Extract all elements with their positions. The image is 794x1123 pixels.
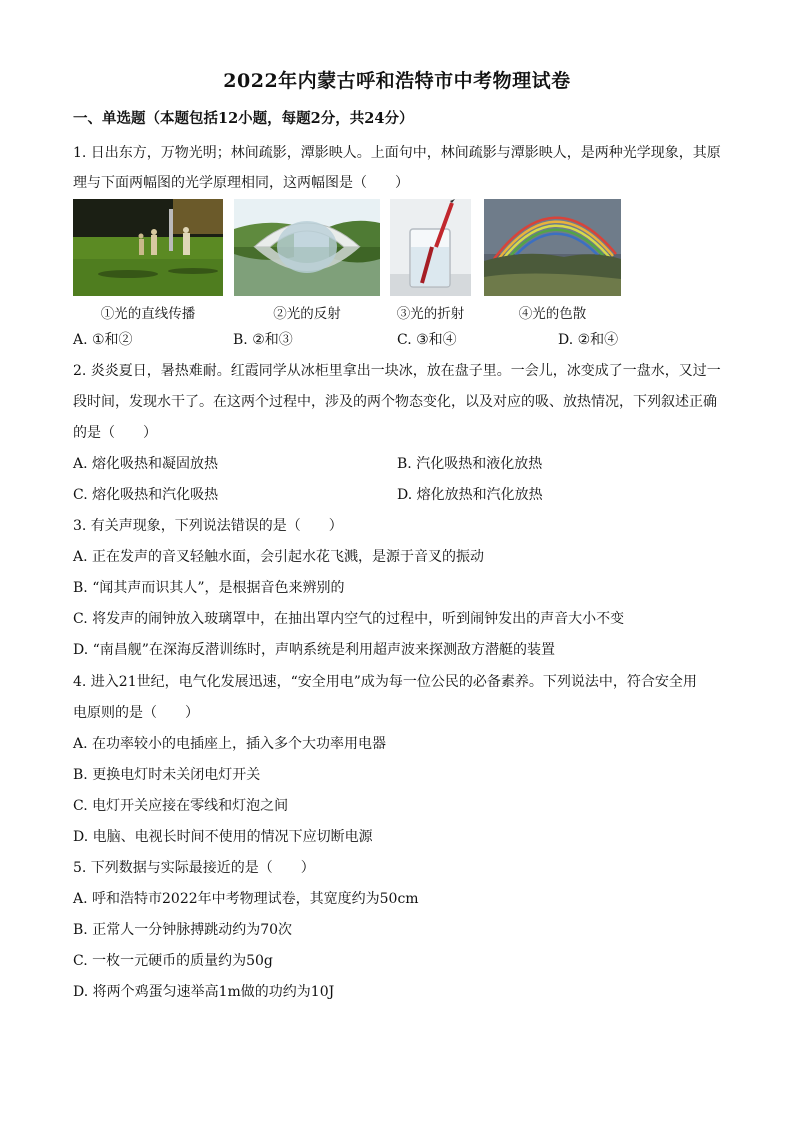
photo-shadows-on-field (73, 199, 223, 296)
photo-rainbow (484, 199, 621, 296)
q1-option-a[interactable]: A. ①和② (73, 332, 133, 348)
q1-option-b[interactable]: B. ②和③ (233, 332, 293, 348)
q4-option-b[interactable]: B. 更换电灯时未关闭电灯开关 (73, 767, 261, 783)
photo-bridge-reflection (234, 199, 380, 296)
caption-1: ①光的直线传播 (100, 306, 196, 322)
caption-3: ③光的折射 (396, 306, 465, 322)
page-title: 2022年内蒙古呼和浩特市中考物理试卷 (223, 70, 571, 92)
q2-option-b[interactable]: B. 汽化吸热和液化放热 (397, 456, 543, 472)
q1-option-d[interactable]: D. ②和④ (558, 332, 619, 348)
q5-option-d[interactable]: D. 将两个鸡蛋匀速举高1m做的功约为10J (73, 984, 335, 1000)
q5-stem: 5. 下列数据与实际最接近的是（ ） (73, 860, 315, 876)
q2-stem-line1: 2. 炎炎夏日，暑热难耐。红霞同学从冰柜里拿出一块冰，放在盘子里。一会儿，冰变成了一盘水，又过一 (73, 363, 721, 379)
q1-option-c[interactable]: C. ③和④ (397, 332, 457, 348)
q3-option-a[interactable]: A. 正在发声的音叉轻触水面，会引起水花飞溅，是源于音叉的振动 (73, 549, 485, 565)
q5-option-c[interactable]: C. 一枚一元硬币的质量约为50g (73, 953, 273, 969)
section-heading: 一、单选题（本题包括12小题，每题2分，共24分） (73, 110, 414, 127)
q3-option-d[interactable]: D. “南昌舰”在深海反潜训练时，声呐系统是利用超声波来探测敌方潜艇的装置 (73, 642, 555, 658)
q1-stem-line1: 1. 日出东方，万物光明；林间疏影，潭影映人。上面句中，林间疏影与潭影映人，是两种光学现象，其原 (73, 145, 721, 161)
q5-option-a[interactable]: A. 呼和浩特市2022年中考物理试卷，其宽度约为50cm (73, 891, 419, 907)
q4-stem-line1: 4. 进入21世纪，电气化发展迅速，“安全用电”成为每一位公民的必备素养。下列说法中，符合安全用 (73, 674, 697, 690)
q4-option-c[interactable]: C. 电灯开关应接在零线和灯泡之间 (73, 798, 289, 814)
caption-4: ④光的色散 (518, 306, 587, 322)
photo-pencil-in-water (390, 199, 471, 296)
q2-stem-line2: 段时间，发现水干了。在这两个过程中，涉及的两个物态变化，以及对应的吸、放热情况，下列叙述正确 (73, 394, 717, 410)
q3-option-c[interactable]: C. 将发声的闹钟放入玻璃罩中，在抽出罩内空气的过程中，听到闹钟发出的声音大小不变 (73, 611, 625, 627)
q4-option-d[interactable]: D. 电脑、电视长时间不使用的情况下应切断电源 (73, 829, 373, 845)
q4-stem-line2: 电原则的是（ ） (73, 705, 199, 721)
q4-option-a[interactable]: A. 在功率较小的电插座上，插入多个大功率用电器 (73, 736, 387, 752)
q5-option-b[interactable]: B. 正常人一分钟脉搏跳动约为70次 (73, 922, 293, 938)
q2-option-a[interactable]: A. 熔化吸热和凝固放热 (73, 456, 219, 472)
caption-2: ②光的反射 (273, 306, 341, 322)
q2-option-c[interactable]: C. 熔化吸热和汽化吸热 (73, 487, 219, 503)
q1-stem-line2: 理与下面两幅图的光学原理相同，这两幅图是（ ） (73, 175, 409, 191)
q3-option-b[interactable]: B. “闻其声而识其人”，是根据音色来辨别的 (73, 580, 345, 596)
q2-option-d[interactable]: D. 熔化放热和汽化放热 (397, 487, 543, 503)
q2-stem-line3: 的是（ ） (73, 425, 157, 441)
q3-stem: 3. 有关声现象，下列说法错误的是（ ） (73, 518, 343, 534)
